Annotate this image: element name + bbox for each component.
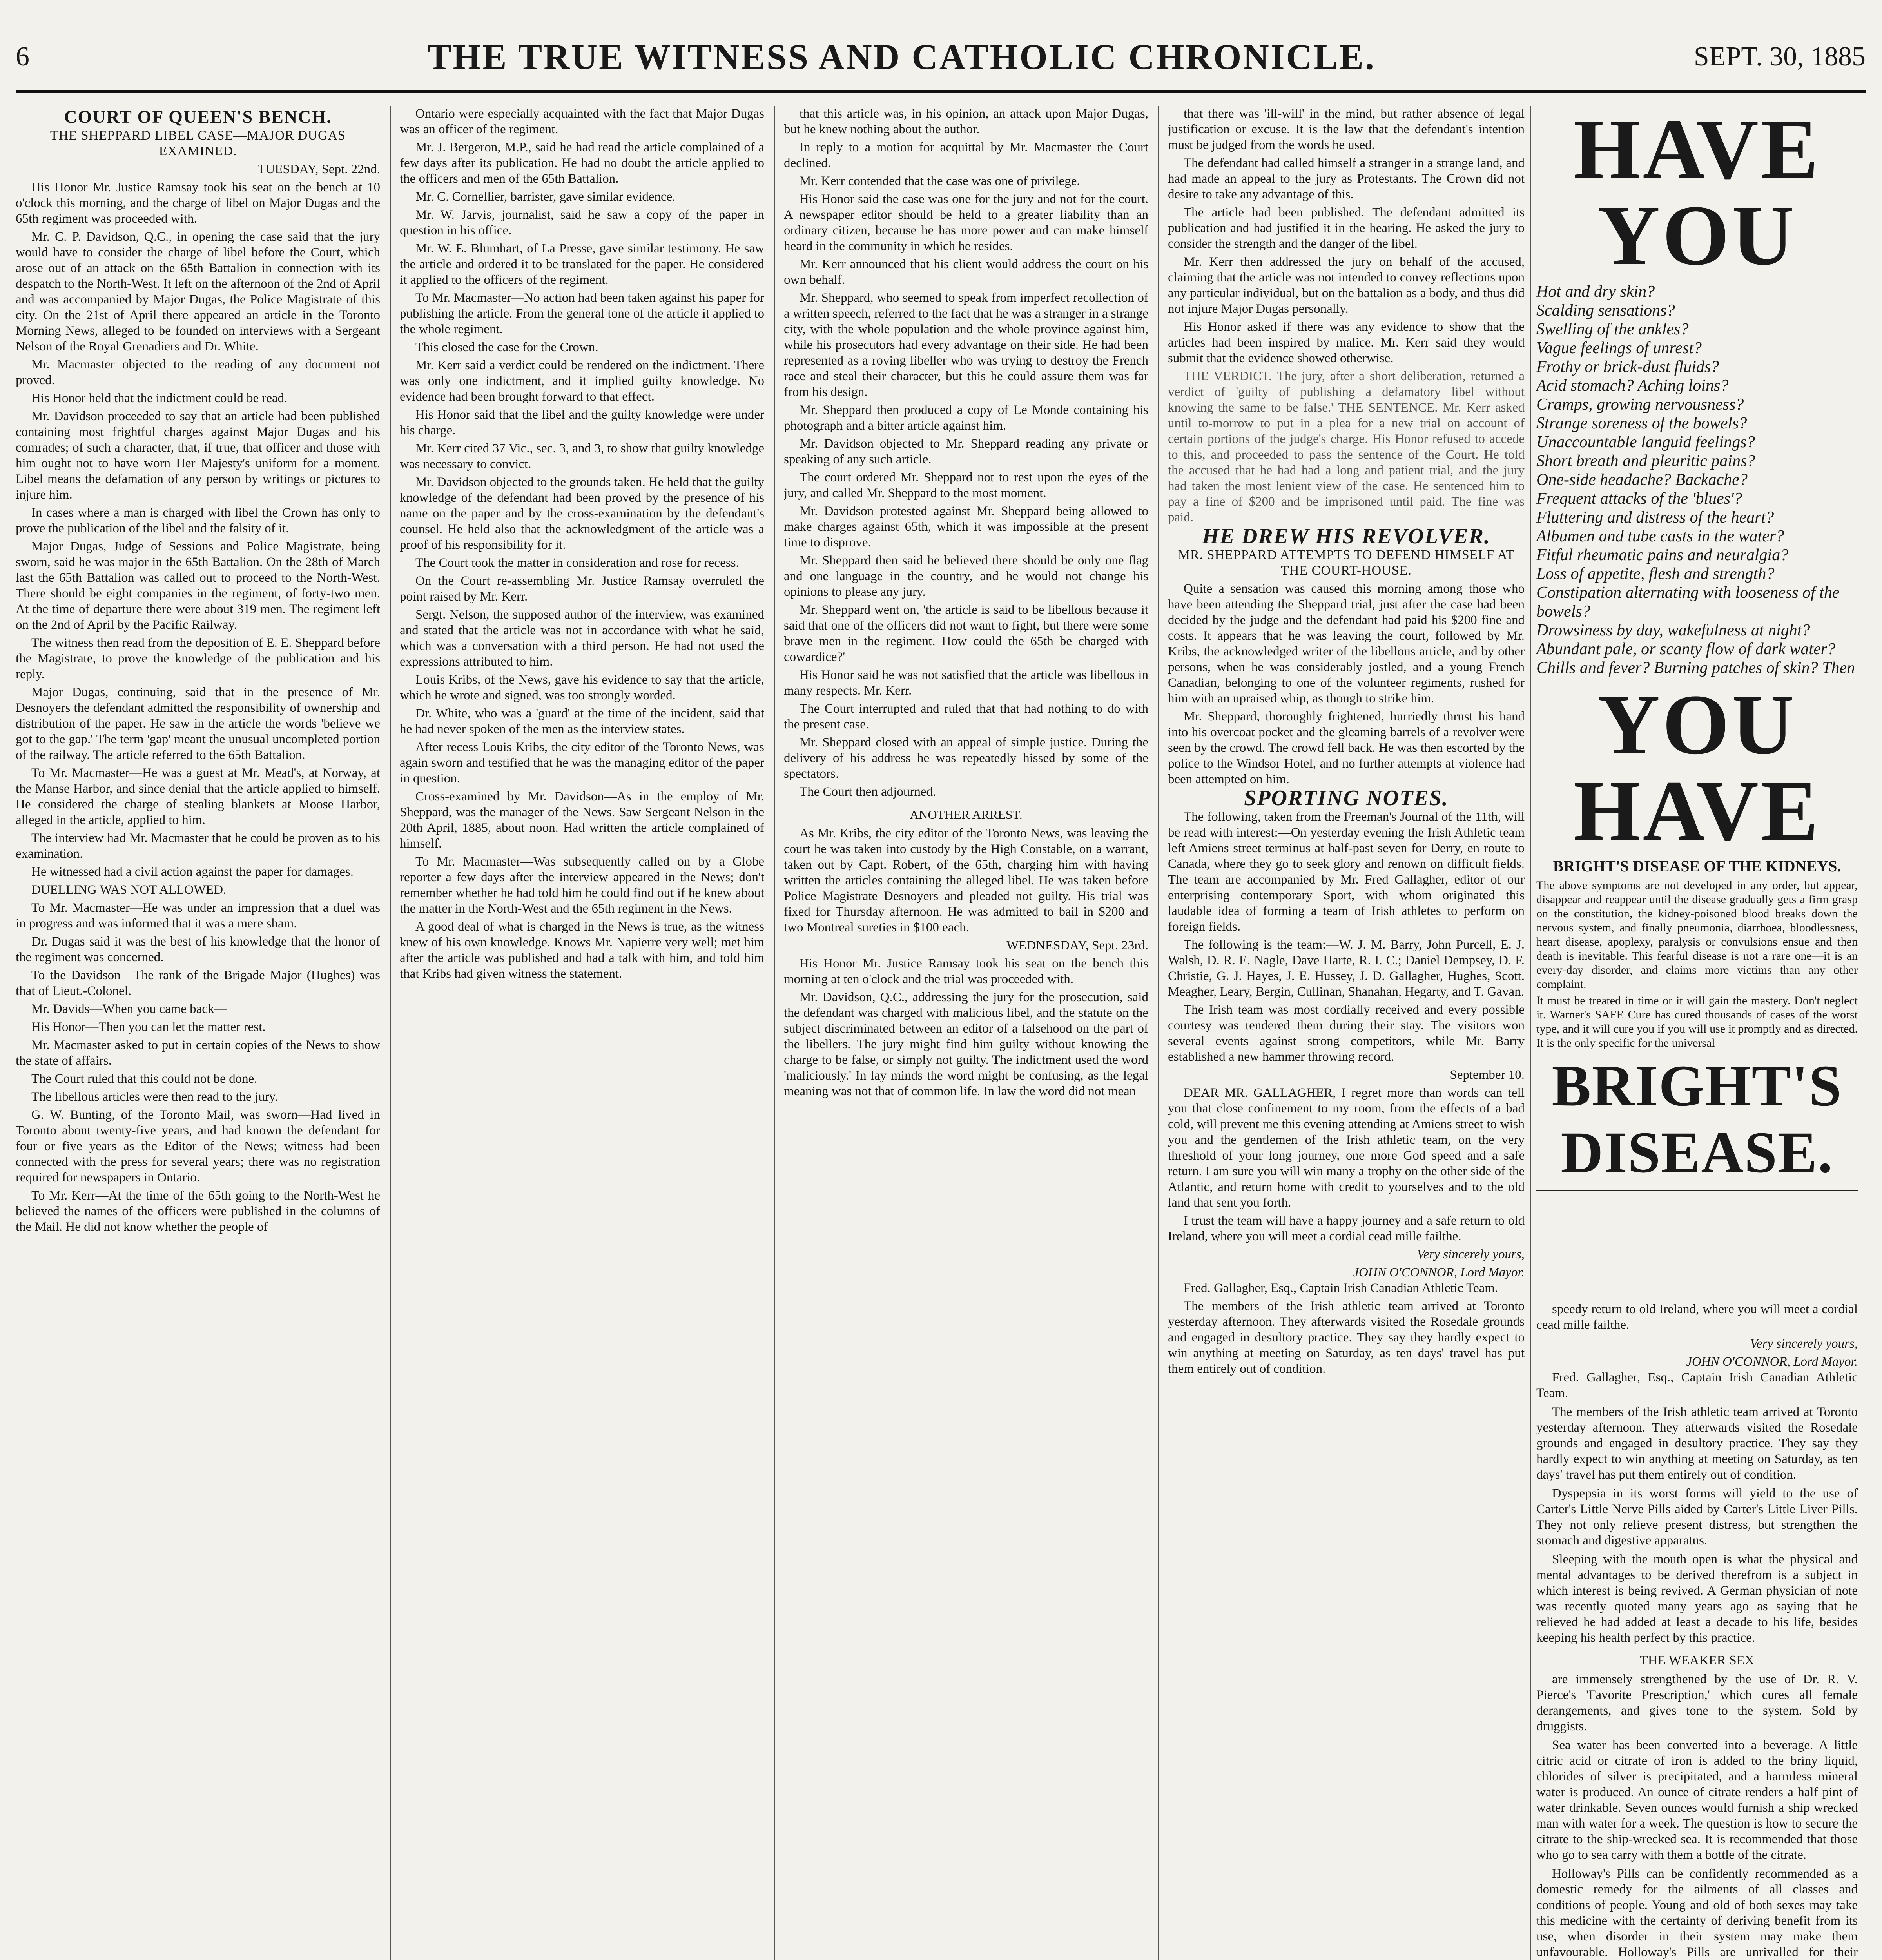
irish-team-paragraph: The members of the Irish athletic team arrived at Toronto yesterday afternoon. They afterwards visited the Rosedale grounds and engaged in desultory practice. They say they hardly expect to win anything at meeting on Saturday, as ten days' travel has put them entirely out of condition. <box>1536 1405 1858 1482</box>
ad-symptom: Cramps, growing nervousness? <box>1536 396 1744 414</box>
paragraph: Mr. Sheppard, who seemed to speak from imperfect recollection of a written speech, referred to the fact that he was a stranger in a strange city, with the whole population and the whole province against him, while his prosecutors had every advantage on their side. He had been represented as a roving libeller who was trying to destroy the French race and steal their character, but this he could assure them was far from his design. <box>784 291 1148 399</box>
paragraph: The court ordered Mr. Sheppard not to rest upon the eyes of the jury, and called Mr. Sheppard to the most moment. <box>784 470 1148 500</box>
paragraph: Major Dugas, continuing, said that in the presence of Mr. Desnoyers the defendant admitted the responsibility of ownership and distribution of the paper. He saw in the article the words 'believe we got to the gap.' The term 'gap' meant the unusual uncompleted portion of the railway. The article referred to the 65th Battalion. <box>16 685 380 762</box>
ad-symptom: Unaccountable languid feelings? <box>1536 433 1755 451</box>
paragraph: Cross-examined by Mr. Davidson—As in the employ of Mr. Sheppard, was the manager of the News. Saw Sergeant Nelson in the 20th April, 1885, about noon. Had written the article complained of himself. <box>400 789 764 851</box>
paragraph: Mr. Sheppard then produced a copy of Le Monde containing his photograph and a bitter article against him. <box>784 403 1148 433</box>
page-number: 6 <box>16 42 29 72</box>
col3b-paragraphs <box>1168 106 1525 366</box>
column-2 <box>400 106 764 1960</box>
ad-symptom: Vague feelings of unrest? <box>1536 339 1702 357</box>
paragraph: Mr. Davids—When you came back— <box>31 1002 227 1016</box>
paragraph: The Court took the matter in consideration and rose for recess. <box>415 556 739 570</box>
paragraph: Quite a sensation was caused this morning among those who have been attending the Sheppard trial, just after the case had been decided by the judge and the defendant had paid his $200 fine and costs. It appears that he was leaving the court, followed by Mr. Kribs, the acknowledged writer of the libellous article, and by other persons, when he was considerably jostled, and a young French Canadian, belonging to one of the volunteer regiments, rushed for him with an upraised whip, as though to strike him. <box>1168 582 1525 706</box>
paragraph: Mr. Sheppard, thoroughly frightened, hurriedly thrust his hand into his overcoat pocket and the gleaming barrels of a revolver were seen by the crowd. The crowd fell back. He was then escorted by the police to the Windsor Hotel, and no further attempts at violence had been attempted on him. <box>1168 710 1525 786</box>
ad-headline-you-have: YOU HAVE <box>1573 677 1821 858</box>
paragraph: Mr. Macmaster objected to the reading of any document not proved. <box>16 358 380 387</box>
issue-date: SEPT. 30, 1885 <box>1693 42 1866 72</box>
closing-paragraphs <box>1168 1298 1525 1377</box>
column-divider <box>390 106 391 1960</box>
ad-symptom: Frothy or brick-dust fluids? <box>1536 358 1719 376</box>
paragraph: The Court ruled that this could not be done. <box>31 1072 257 1086</box>
paragraph: The libellous articles were then read to the jury. <box>31 1090 278 1104</box>
letter-paragraphs <box>1168 1085 1525 1244</box>
paragraph: His Honor held that the indictment could be read. <box>31 391 288 405</box>
ad-symptom: Abundant pale, or scanty flow of dark water? <box>1536 640 1835 658</box>
column-5 <box>1536 1301 1858 1960</box>
paragraph: To Mr. Kerr—At the time of the 65th going to the North-West he believed the names of the officers were published in the columns of the Mail. He did not know whether the people of <box>16 1189 380 1234</box>
paragraph: Mr. Sheppard closed with an appeal of simple justice. During the delivery of his address he was repeatedly hissed by some of the spectators. <box>784 735 1148 781</box>
paragraph: that there was 'ill-will' in the mind, but rather absence of legal justification or excuse. It is the law that the defendant's intention must be judged from the words he used. <box>1168 107 1525 152</box>
paragraph: Mr. Kerr then addressed the jury on behalf of the accused, claiming that the article was not intended to convey reflections upon any particular individual, but on the battalion as a body, and thus did not injure Major Dugas personally. <box>1168 255 1525 316</box>
paragraph: Mr. Kerr cited 37 Vic., sec. 3, and 3, to show that guilty knowledge was necessary to convict. <box>400 441 764 471</box>
paragraph: To the Davidson—The rank of the Brigade Major (Hughes) was that of Lieut.-Colonel. <box>16 968 380 998</box>
holloway-paragraph: Holloway's Pills can be confidently recommended as a domestic remedy for the ailments of all classes and conditions of people. Young and old of both sexes may take this medicine with the certainty of deriving benefit from its use, when disorder in their system may make them unfavourable. Holloway's Pills are unrivalled for their <box>1536 1867 1858 1959</box>
ad-symptom: Fluttering and distress of the heart? <box>1536 508 1774 526</box>
paragraph: On the Court re-assembling Mr. Justice Ramsay overruled the point raised by Mr. Kerr. <box>400 574 764 604</box>
brights-disease-advertisement <box>1536 106 1858 1294</box>
ad-symptom: Frequent attacks of the 'blues'? <box>1536 490 1742 508</box>
col3-paragraphs <box>784 106 1148 800</box>
paragraph: Mr. J. Bergeron, M.P., said he had read the article complained of a few days after its publication. He had no doubt the article applied to the officers and men of the 65th Battalion. <box>400 140 764 186</box>
paragraph: Louis Kribs, of the News, gave his evidence to say that the article, which he wrote and signed, was too strongly worded. <box>400 673 764 702</box>
paragraph: Mr. Davidson protested against Mr. Sheppard being allowed to make charges against 65th, which it was impossible at the present time to disprove. <box>784 504 1148 550</box>
letter-addressee: Fred. Gallagher, Esq., Captain Irish Canadian Athletic Team. <box>1184 1281 1498 1295</box>
paragraph: To Mr. Macmaster—No action had been taken against his paper for publishing the article. From the general tone of the article it applied to the whole regiment. <box>400 291 764 336</box>
paragraph: His Honor Mr. Justice Ramsay took his seat on the bench at 10 o'clock this morning, and the charge of libel on Major Dugas and the 65th regiment was proceeded with. <box>16 180 380 226</box>
ad-cure: It must be treated in time or it will gain the mastery. Don't neglect it. Warner's SAFE Cure has cured thousands of cases of the worst type, and it will cure you if you will use it promptly and as directed. It is the only specific for the universal <box>1536 994 1858 1049</box>
column-3 <box>784 106 1148 1960</box>
paragraph: Mr. Macmaster asked to put in certain copies of the News to show the state of affairs. <box>16 1038 380 1068</box>
col5-intro: speedy return to old Ireland, where you will meet a cordial cead mille failthe. <box>1536 1302 1858 1332</box>
ad-rule <box>1536 1190 1858 1191</box>
paragraph: In cases where a man is charged with libel the Crown has only to prove the publication of the libel and the falsity of it. <box>16 506 380 535</box>
paragraph: The Court interrupted and ruled that that had nothing to do with the present case. <box>784 702 1148 731</box>
paragraph: Mr. Kerr announced that his client would address the court on his own behalf. <box>784 257 1148 287</box>
paragraph: His Honor—Then you can let the matter rest. <box>31 1020 266 1034</box>
paragraph: Mr. Davidson, Q.C., addressing the jury for the prosecution, said the defendant was charged with malicious libel, and the statute on the subject discriminated between an editor of a falsehood on the part of the libellers. The jury might find him guilty without knowing the charge to be false, or simply not guilty. The indictment used the word 'maliciously.' In lay minds the word might be confusing, as the legal meaning was not that of common life. In law the word did not mean <box>784 990 1148 1098</box>
column-1 <box>16 106 380 1960</box>
ad-symptom: One-side headache? Backache? <box>1536 471 1748 489</box>
dateline-wednesday: WEDNESDAY, Sept. 23rd. <box>1006 938 1148 953</box>
paragraph: To Mr. Macmaster—He was a guest at Mr. Mead's, at Norway, at the Manse Harbor, and since denial that the article applied to himself. He considered the charge of stealing blankets at Moose Harbor, alleged in the article, applied to him. <box>16 766 380 827</box>
column-divider <box>1530 106 1531 1960</box>
col5-signoff: Very sincerely yours, <box>1750 1337 1858 1351</box>
newspaper-page <box>16 0 1866 1960</box>
column-divider <box>1158 106 1159 1960</box>
paragraph: DUELLING WAS NOT ALLOWED. <box>31 883 227 897</box>
column-4 <box>1168 106 1525 1960</box>
ad-symptom: Strange soreness of the bowels? <box>1536 414 1747 432</box>
wednesday-paragraphs <box>784 956 1148 1099</box>
paragraph: In reply to a motion for acquittal by Mr. Macmaster the Court declined. <box>784 140 1148 170</box>
another-arrest-paragraphs <box>784 826 1148 935</box>
newspaper-title: THE TRUE WITNESS AND CATHOLIC CHRONICLE. <box>427 37 1376 77</box>
paragraph: The Irish team was most cordially received and every possible courtesy was tendered them during their stay. The visitors won several events against strong competitors, while Mr. Barry established a new hammer throwing record. <box>1168 1003 1525 1064</box>
ad-disease-line: BRIGHT'S DISEASE OF THE KIDNEYS. <box>1553 857 1841 875</box>
paragraph: The following, taken from the Freeman's Journal of the 11th, will be read with interest:—On yesterday evening the Irish Athletic team left Amiens street terminus at half-past seven for Derry, en route to Canada, where they go to seek glory and renown on difficult fields. The team are accompanied by Mr. Fred Gallagher, editor of our enterprising contemporary Sport, with whom originated this laudable idea of forming a team of Irish athletes to perform on foreign fields. <box>1168 810 1525 934</box>
paragraph: The defendant had called himself a stranger in a strange land, and had made an appeal to the jury as Protestants. The Crown did not desire to take any advantage of this. <box>1168 156 1525 201</box>
paragraph: Mr. Davidson proceeded to say that an article had been published containing most frightful charges against Major Dugas and his comrades; of such a character, that, if true, that officer and those with him ought not to have worn Her Majesty's uniform for a moment. Libel means the defamation of any person by writings or pictures to injure him. <box>16 409 380 502</box>
paragraph: Mr. C. P. Davidson, Q.C., in opening the case said that the jury would have to consider the charge of libel before the Court, which arose out of an attack on the 65th Battalion in connection with its despatch to the North-West. It left on the afternoon of the 2nd of April and was accompanied by Major Dugas, the Police Magistrate of this city. On the 21st of April there appeared an article in the Toronto Morning News, alleged to be founded on interviews with a Sergeant Nelson of the Royal Grenadiers and Dr. White. <box>16 230 380 354</box>
paragraph: Mr. W. E. Blumhart, of La Presse, gave similar testimony. He saw the article and ordered it to be translated for the paper. He considered it applied to the officers of the regiment. <box>400 241 764 287</box>
revolver-paragraphs <box>1168 581 1525 787</box>
ad-symptom: Acid stomach? Aching loins? <box>1536 377 1729 395</box>
paragraph: Sergt. Nelson, the supposed author of the interview, was examined and stated that the article was not in accordance with what he said, which was a conversation with a third person. He had not used the expressions attributed to him. <box>400 608 764 669</box>
column-divider <box>774 106 775 1960</box>
ad-symptom: Chills and fever? Burning patches of skin? Then <box>1536 659 1855 677</box>
paragraph: His Honor said that the libel and the guilty knowledge were under his charge. <box>400 408 764 437</box>
weaker-sex-paragraph: are immensely strengthened by the use of Dr. R. V. Pierce's 'Favorite Prescription,' which cures all female derangements, and gives tone to the system. Sold by druggists. <box>1536 1672 1858 1733</box>
paragraph: Mr. Kerr said a verdict could be rendered on the indictment. There was only one indictment, and it implied guilty knowledge. No evidence had been brought forward to that effect. <box>400 358 764 404</box>
paragraph: Mr. W. Jarvis, journalist, said he saw a copy of the paper in question in his office. <box>400 208 764 238</box>
revolver-subheading: MR. SHEPPARD ATTEMPTS TO DEFEND HIMSELF AT THE COURT-HOUSE. <box>1178 548 1515 578</box>
sporting-paragraphs <box>1168 809 1525 1065</box>
verdict-text: THE VERDICT. The jury, after a short deliberation, returned a verdict of 'guilty of publishing a defamatory libel without knowing the same to be false.' THE SENTENCE. Mr. Kerr asked until to-morrow to put in a plea for a new trial on account of certain portions of the judge's charge. His Honor refused to accede to this, and proceeded to pass the sentence of the Court. He told the accused that he had had a long and patient trial, and the jury had taken the most lenient view of the case. He sentenced him to pay a fine of $200 and be imprisoned until paid. The fine was paid. <box>1168 369 1525 524</box>
paragraph: Mr. C. Cornellier, barrister, gave similar evidence. <box>415 190 676 204</box>
paragraph: His Honor said the case was one for the jury and not for the court. A newspaper editor should be held to a greater liability than an ordinary citizen, because he has more power and can make himself heard in the community in which he resides. <box>784 192 1148 253</box>
weaker-sex-heading: THE WEAKER SEX <box>1639 1653 1755 1668</box>
sporting-notes-heading: SPORTING NOTES. <box>1244 786 1449 810</box>
paragraph: After recess Louis Kribs, the city editor of the Toronto News, was again sworn and testified that he was the managing editor of the paper in question. <box>400 740 764 786</box>
paragraph: G. W. Bunting, of the Toronto Mail, was sworn—Had lived in Toronto about twenty-five years, and had known the defendant for four or five years as the Editor of the News; witness had been connected with the press for several years; there was no registration required for newspapers in Ontario. <box>16 1108 380 1185</box>
paragraph: His Honor asked if there was any evidence to show that the articles had been inspired by malice. Mr. Kerr said they would submit that the evidence showed otherwise. <box>1168 320 1525 365</box>
masthead-rule <box>16 90 1866 93</box>
letter-signature: JOHN O'CONNOR, Lord Mayor. <box>1353 1265 1525 1279</box>
paragraph: He witnessed had a civil action against the paper for damages. <box>31 865 354 879</box>
paragraph: A good deal of what is charged in the News is true, as the witness knew of his own knowledge. Knows Mr. Napierre very well; met him after the article was published and had a talk with him, and told him that Kribs had given witness the statement. <box>400 920 764 981</box>
col1-paragraphs <box>16 180 380 1235</box>
col2-paragraphs <box>400 106 764 982</box>
letter-signoff: Very sincerely yours, <box>1417 1247 1525 1261</box>
court-heading: COURT OF QUEEN'S BENCH. <box>64 107 332 127</box>
ad-symptom: Short breath and pleuritic pains? <box>1536 452 1755 470</box>
letter-date: September 10. <box>1450 1068 1525 1082</box>
paragraph: The interview had Mr. Macmaster that he could be proven as to his examination. <box>16 831 380 861</box>
paragraph: Major Dugas, Judge of Sessions and Police Magistrate, being sworn, said he was major in the 65th Battalion. On the 28th of March last the 65th Battalion was called out to proceed to the North-West. There should be eight companies in the regiment, of forty-two men. At the time of departure there were about 319 men. The regiment left on the 2nd of April by the Pacific Railway. <box>16 539 380 632</box>
masthead <box>16 27 1866 86</box>
paragraph: The Court then adjourned. <box>800 785 936 799</box>
paragraph: Mr. Davidson objected to Mr. Sheppard reading any private or speaking of any such article. <box>784 437 1148 466</box>
ad-symptom-list <box>1536 282 1858 677</box>
paragraph: The following is the team:—W. J. M. Barry, John Purcell, E. J. Walsh, D. R. E. Nagle, Dave Harte, R. I. C.; Daniel Dempsey, D. F. Christie, G. J. Hayes, J. E. Hussey, J. D. Gallagher, Hughes, Scott. Meagher, Leary, Bergin, Cullinan, Shanahan, Hegarty, and T. Gavan. <box>1168 938 1525 999</box>
ad-symptom: Loss of appetite, flesh and strength? <box>1536 565 1775 583</box>
paragraph: As Mr. Kribs, the city editor of the Toronto News, was leaving the court he was taken into custody by the High Constable, on a warrant, taken out by Capt. Robert, of the 65th, charging him with having written the articles containing the alleged libel. He was taken before Police Magistrate Desnoyers and pleaded not guilty. His trial was fixed for Thursday afternoon. He was admitted to bail in $200 and two Montreal sureties in $100 each. <box>784 826 1148 935</box>
paragraph: The witness then read from the deposition of E. E. Sheppard before the Magistrate, to prove the knowledge of the publication and his reply. <box>16 636 380 681</box>
paragraph: To Mr. Macmaster—He was under an impression that a duel was in progress and was informed that it was a mere sham. <box>16 901 380 931</box>
ad-symptom: Scalding sensations? <box>1536 301 1675 319</box>
ad-headline-brights-disease: BRIGHT'S DISEASE. <box>1552 1053 1842 1185</box>
paragraph: Mr. Sheppard went on, 'the article is said to be libellous because it said that one of the officers did not want to fight, but there were some brave men in the regiment. How could the 65th be charged with cowardice?' <box>784 603 1148 664</box>
paragraph: Mr. Sheppard then said he believed there should be only one flag and one language in the country, and he would not change his opinions to please any jury. <box>784 554 1148 599</box>
ad-symptom: Albumen and tube casts in the water? <box>1536 527 1784 545</box>
ad-symptom: Drowsiness by day, wakefulness at night? <box>1536 621 1810 639</box>
col5-signature: JOHN O'CONNOR, Lord Mayor. <box>1686 1355 1858 1369</box>
paragraph: The article had been published. The defendant admitted its publication and had justified it in the hearing. He asked the jury to consider the strength and the danger of the libel. <box>1168 205 1525 251</box>
paragraph: I trust the team will have a happy journey and a safe return to old Ireland, where you will meet a cordial cead mille failthe. <box>1168 1214 1525 1243</box>
paragraph: His Honor said he was not satisfied that the article was libellous in many respects. Mr. Kerr. <box>784 668 1148 698</box>
revolver-heading: HE DREW HIS REVOLVER. <box>1202 524 1490 548</box>
paragraph: Mr. Davidson objected to the grounds taken. He held that the guilty knowledge of the defendant had been proved by the presence of his name on the paper and by the cross-examination by the defendant's counsel. He held also that the acknowledgment of the article was a proof of his responsibility for it. <box>400 475 764 552</box>
paragraph: The members of the Irish athletic team arrived at Toronto yesterday afternoon. They afterwards visited the Rosedale grounds and engaged in desultory practice. They say they hardly expect to win anything at meeting on Saturday, as ten days' travel has put them entirely out of condition. <box>1168 1299 1525 1376</box>
paragraph: Ontario were especially acquainted with the fact that Major Dugas was an officer of the regiment. <box>400 107 764 136</box>
paragraph: Dr. White, who was a 'guard' at the time of the incident, said that he had never spoken of the men as the interview states. <box>400 706 764 736</box>
ad-headline-have-you: HAVE YOU <box>1573 106 1821 283</box>
paragraph: Mr. Kerr contended that the case was one of privilege. <box>800 174 1080 188</box>
dateline-tuesday: TUESDAY, Sept. 22nd. <box>257 162 380 176</box>
sleeping-paragraph: Sleeping with the mouth open is what the physical and mental advantages to be derived therefrom is a subject in which interest is being revived. A German physician of note was recently quoted many years ago as saying that he relieved he had added at least a decade to his life, besides keeping his health perfect by this practice. <box>1536 1552 1858 1645</box>
paragraph: To Mr. Macmaster—Was subsequently called on by a Globe reporter a few days after the interview appeared in the News; don't remember whether he had told him he could find out if he knew about the matter in the North-West and the 65th regiment in the News. <box>400 855 764 916</box>
another-arrest-heading: ANOTHER ARREST. <box>910 808 1023 822</box>
paragraph: This closed the case for the Crown. <box>415 340 598 354</box>
ad-body: The above symptoms are not developed in any order, but appear, disappear and reappear until the disease gradually gets a firm grasp on the constitution, the kidney-poisoned blood breaks down the nervous system, and finally pneumonia, diarrhoea, bloodlessness, heart disease, apoplexy, paralysis or convulsions ensue and then death is inevitable. This fearful disease is not a rare one—it is an every-day disorder, and claims more victims than any other complaint. <box>1536 879 1858 991</box>
paragraph: His Honor Mr. Justice Ramsay took his seat on the bench this morning at ten o'clock and the trial was proceeded with. <box>784 956 1148 986</box>
ad-symptom: Constipation alternating with looseness of the bowels? <box>1536 584 1840 621</box>
ad-symptom: Fitful rheumatic pains and neuralgia? <box>1536 546 1789 564</box>
ad-symptom: Swelling of the ankles? <box>1536 320 1689 338</box>
paragraph: Dr. Dugas said it was the best of his knowledge that the honor of the regiment was concerned. <box>16 935 380 964</box>
sea-water-paragraph: Sea water has been converted into a beverage. A little citric acid or citrate of iron is added to the briny liquid, chlorides of silver is precipitated, and a harmless mineral water is produced. An ounce of citrate renders a half pint of water drinkable. Seven ounces would furnish a ship wrecked man with water for a week. The question is how to secure the citrate to the ship-wrecked sea. It is recommended that those who go to sea carry with them a bottle of the citrate. <box>1536 1738 1858 1862</box>
paragraph: that this article was, in his opinion, an attack upon Major Dugas, but he knew nothing about the author. <box>784 107 1148 136</box>
ad-symptom: Hot and dry skin? <box>1536 283 1655 301</box>
dyspepsia-paragraph: Dyspepsia in its worst forms will yield to the use of Carter's Little Nerve Pills aided by Carter's Little Liver Pills. They not only relieve present distress, but strengthen the stomach and digestive apparatus. <box>1536 1486 1858 1548</box>
libel-case-subheading: THE SHEPPARD LIBEL CASE—MAJOR DUGAS EXAMINED. <box>50 128 346 158</box>
paragraph: DEAR MR. GALLAGHER, I regret more than words can tell you that close confinement to my room, from the effects of a bad cold, will prevent me this evening attending at Amiens street to wish you and the gentlemen of the Irish athletic team, on the very threshold of your long journey, one more God speed and a safe return. I am sure you will win many a trophy on the other side of the Atlantic, and return home with credit to yourselves and to the old land that sent you forth. <box>1168 1086 1525 1210</box>
col5-addressee: Fred. Gallagher, Esq., Captain Irish Canadian Athletic Team. <box>1536 1370 1858 1400</box>
